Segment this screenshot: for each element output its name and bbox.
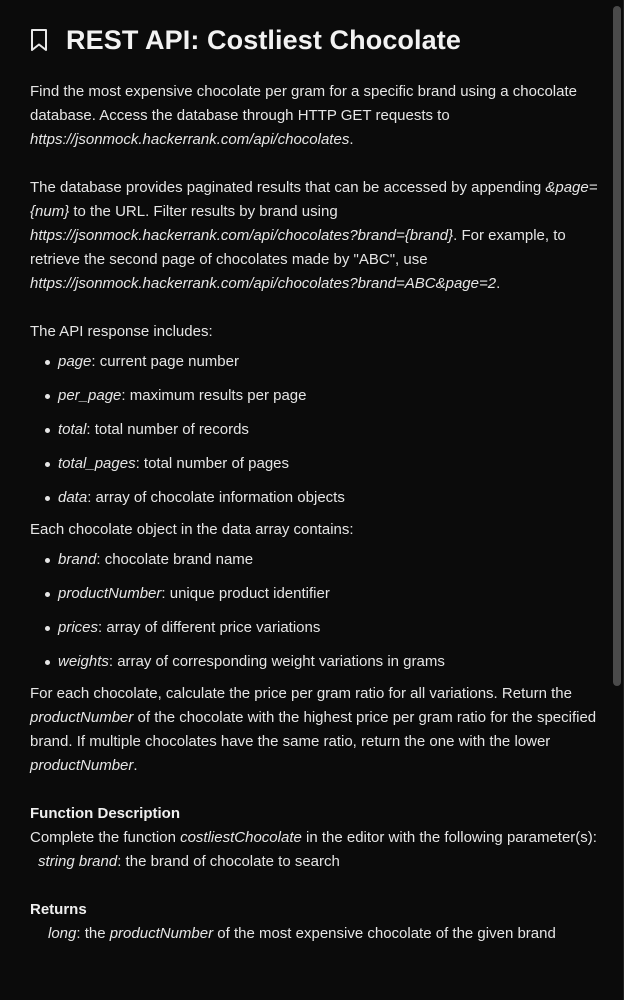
- pagination-text-1: The database provides paginated results that can be accessed by appending: [30, 179, 546, 196]
- function-description-heading: Function Description: [30, 805, 180, 822]
- list-item: [30, 650, 600, 674]
- field-desc: : array of corresponding weight variations in grams: [108, 653, 445, 670]
- object-heading: Each chocolate object in the data array contains:: [30, 521, 354, 538]
- list-item: [30, 616, 600, 640]
- page-param: &page={num}: [30, 179, 598, 220]
- problem-content: [30, 18, 600, 946]
- intro-paragraph: [30, 80, 600, 152]
- field-desc: : total number of records: [86, 421, 249, 438]
- intro-end: .: [349, 131, 354, 148]
- pagination-text-2: to the URL. Filter results by brand using: [69, 203, 338, 220]
- field-key: per_page: [58, 387, 122, 404]
- title-row: [28, 18, 600, 62]
- field-desc: : total number of pages: [135, 455, 290, 472]
- calc-key-1: productNumber: [30, 709, 134, 726]
- returns-key: productNumber: [109, 925, 214, 942]
- example-url: https://jsonmock.hackerrank.com/api/chocolates?brand=ABC&page=2: [30, 275, 497, 292]
- parameter-desc: : the brand of chocolate to search: [117, 853, 340, 870]
- field-key: total_pages: [58, 455, 136, 472]
- calc-text-1: For each chocolate, calculate the price per gram ratio for all variations. Return the: [30, 685, 572, 702]
- list-item: [30, 418, 600, 442]
- fd-text-1: Complete the function: [30, 829, 181, 846]
- returns-heading: Returns: [30, 901, 87, 918]
- field-desc: : array of different price variations: [98, 619, 321, 636]
- list-item: [30, 548, 600, 572]
- response-heading: The API response includes:: [30, 323, 213, 340]
- brand-filter-url: https://jsonmock.hackerrank.com/api/chocolates?brand={brand}: [30, 227, 454, 244]
- intro-text: Find the most expensive chocolate per gram for a specific brand using a chocolate database. Access the database through HTTP GET requests to: [30, 83, 577, 124]
- field-key: brand: [58, 551, 97, 568]
- fd-text-2: in the editor with the following parameter(s):: [301, 829, 597, 846]
- pagination-paragraph: [30, 176, 600, 296]
- field-key: productNumber: [58, 585, 162, 602]
- field-key: prices: [58, 619, 99, 636]
- field-key: weights: [58, 653, 109, 670]
- list-item: [30, 384, 600, 408]
- parameter-key: string brand: [38, 853, 118, 870]
- field-desc: : chocolate brand name: [96, 551, 254, 568]
- list-item: [30, 582, 600, 606]
- bookmark-icon[interactable]: [28, 28, 50, 52]
- pagination-text-3: . For example, to retrieve the second page of chocolates made by "ABC", use: [30, 227, 566, 268]
- api-url: https://jsonmock.hackerrank.com/api/chocolates: [30, 131, 350, 148]
- field-desc: : maximum results per page: [121, 387, 307, 404]
- list-item: [30, 350, 600, 374]
- pagination-text-4: .: [496, 275, 501, 292]
- response-fields-list: [30, 350, 600, 510]
- return-type: long: [48, 925, 77, 942]
- returns-text-2: of the most expensive chocolate of the given brand: [213, 925, 556, 942]
- calc-text-3: .: [133, 757, 138, 774]
- field-desc: : current page number: [91, 353, 239, 370]
- parameter-line: [30, 850, 600, 874]
- field-key: total: [58, 421, 87, 438]
- calc-text-2: of the chocolate with the highest price per gram ratio for the specified brand. If multiple chocolates have the same ratio, return the one with the lower: [30, 709, 597, 750]
- calculation-paragraph: [30, 682, 600, 778]
- function-name: costliestChocolate: [180, 829, 302, 846]
- object-fields-list: [30, 548, 600, 674]
- calc-key-2: productNumber: [30, 757, 134, 774]
- field-key: page: [58, 353, 92, 370]
- scrollbar[interactable]: [613, 6, 621, 686]
- field-key: data: [58, 489, 88, 506]
- list-item: [30, 486, 600, 510]
- returns-text: [30, 922, 600, 946]
- list-item: [30, 452, 600, 476]
- field-desc: : array of chocolate information objects: [87, 489, 345, 506]
- field-desc: : unique product identifier: [161, 585, 330, 602]
- function-description-text: [30, 826, 600, 850]
- page-title: REST API: Costliest Chocolate: [66, 25, 461, 55]
- returns-text-1: : the: [76, 925, 110, 942]
